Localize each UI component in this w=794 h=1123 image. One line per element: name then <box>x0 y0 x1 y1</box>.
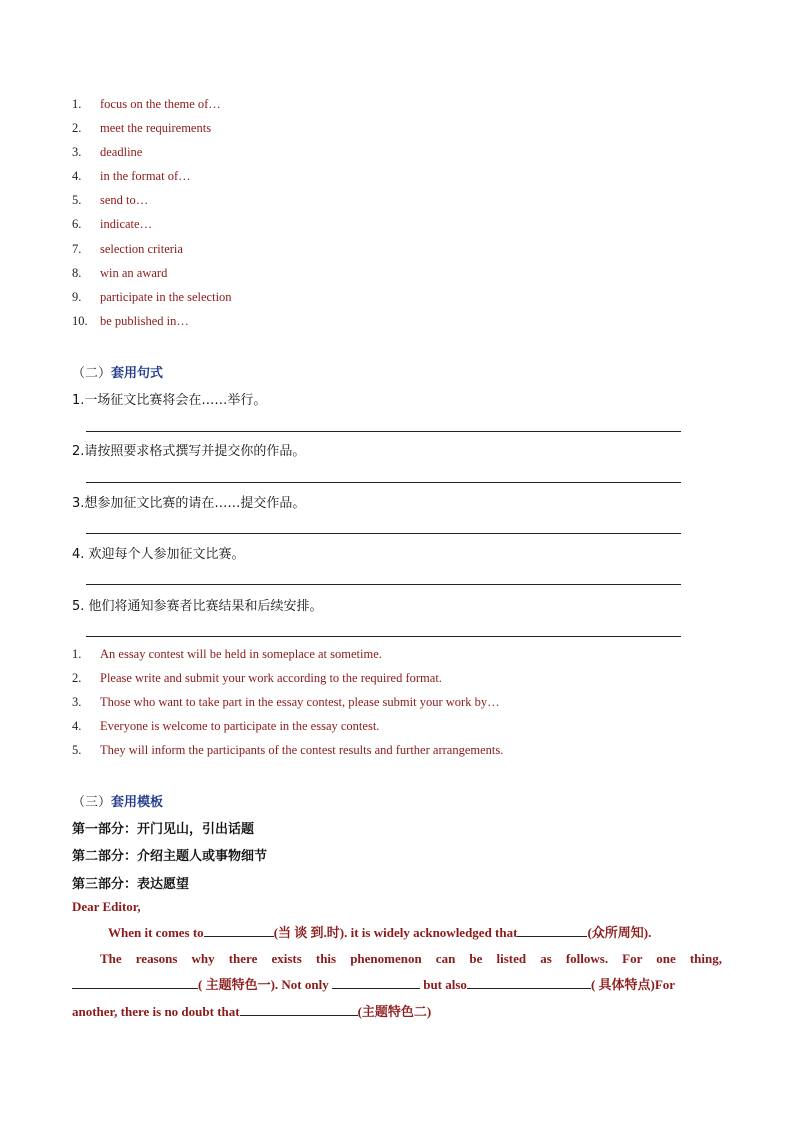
list-number: 1. <box>72 647 82 661</box>
translation-prompt: 2.请按照要求格式撰写并提交你的作品。 <box>72 444 306 459</box>
letter-paragraph-2-line-1: The reasons why there exists this phenomenon can be listed as follows. For one thing, <box>100 951 722 966</box>
section-heading-template: （三）套用模板 <box>72 794 164 809</box>
list-number: 7. <box>72 241 82 256</box>
letter-paragraph-2-line-2: ( 主题特色一). Not only but also ( 具体特点)For <box>72 972 722 998</box>
list-text: participate in the selection <box>100 289 232 304</box>
list-number: 9. <box>72 289 82 304</box>
list-text: focus on the theme of… <box>100 97 221 111</box>
list-text: meet the requirements <box>100 121 212 136</box>
list-number: 4. <box>72 719 82 734</box>
list-text: deadline <box>100 145 143 160</box>
list-number: 4. <box>72 169 82 184</box>
translation-prompt: 3.想参加征文比赛的请在……提交作品。 <box>72 496 306 511</box>
template-part-3: 第三部分：表达愿望 <box>72 877 190 892</box>
translation-prompt: 1.一场征文比赛将会在……举行。 <box>72 393 267 408</box>
list-number: 3. <box>72 145 82 160</box>
list-text: send to… <box>100 193 149 208</box>
list-number: 1. <box>72 97 82 111</box>
fill-blank[interactable] <box>240 1003 358 1016</box>
answer-line[interactable] <box>86 584 681 585</box>
list-number: 2. <box>72 121 82 136</box>
list-number: 2. <box>72 671 82 686</box>
fill-blank[interactable] <box>332 976 420 989</box>
answer-line[interactable] <box>86 482 681 483</box>
list-text: be published in… <box>100 313 189 328</box>
list-number: 6. <box>72 217 82 232</box>
fill-blank[interactable] <box>204 924 274 937</box>
answer-line[interactable] <box>86 533 681 534</box>
list-text: Those who want to take part in the essay contest, please submit your work by… <box>100 695 500 710</box>
list-text: indicate… <box>100 217 153 232</box>
list-text: win an award <box>100 265 168 280</box>
list-text: Everyone is welcome to participate in the essay contest. <box>100 719 380 734</box>
fill-blank[interactable] <box>517 924 587 937</box>
list-number: 5. <box>72 743 82 758</box>
list-text: An essay contest will be held in someplace at sometime. <box>100 647 382 661</box>
fill-blank[interactable] <box>72 976 198 989</box>
letter-paragraph-1: When it comes to (当 谈 到.时). it is widely acknowledged that (众所周知). <box>108 925 652 940</box>
list-number: 8. <box>72 265 82 280</box>
list-number: 10. <box>72 313 88 328</box>
template-part-2: 第二部分：介绍主题人或事物细节 <box>72 849 268 864</box>
list-text: selection criteria <box>100 241 183 256</box>
fill-blank[interactable] <box>467 976 591 989</box>
list-text: They will inform the participants of the contest results and further arrangements. <box>100 743 504 758</box>
section-heading-sentence-patterns: （二）套用句式 <box>72 365 164 380</box>
list-number: 5. <box>72 193 82 208</box>
template-part-1: 第一部分：开门见山，引出话题 <box>72 822 255 837</box>
answer-line[interactable] <box>86 636 681 637</box>
list-text: Please write and submit your work according to the required format. <box>100 671 442 686</box>
letter-salutation: Dear Editor, <box>72 899 141 914</box>
list-text: in the format of… <box>100 169 191 184</box>
translation-prompt: 5. 他们将通知参赛者比赛结果和后续安排。 <box>72 599 323 614</box>
answer-line[interactable] <box>86 431 681 432</box>
list-number: 3. <box>72 695 82 710</box>
letter-paragraph-2-line-3: another, there is no doubt that (主题特色二) <box>72 1004 432 1019</box>
translation-prompt: 4. 欢迎每个人参加征文比赛。 <box>72 547 245 562</box>
